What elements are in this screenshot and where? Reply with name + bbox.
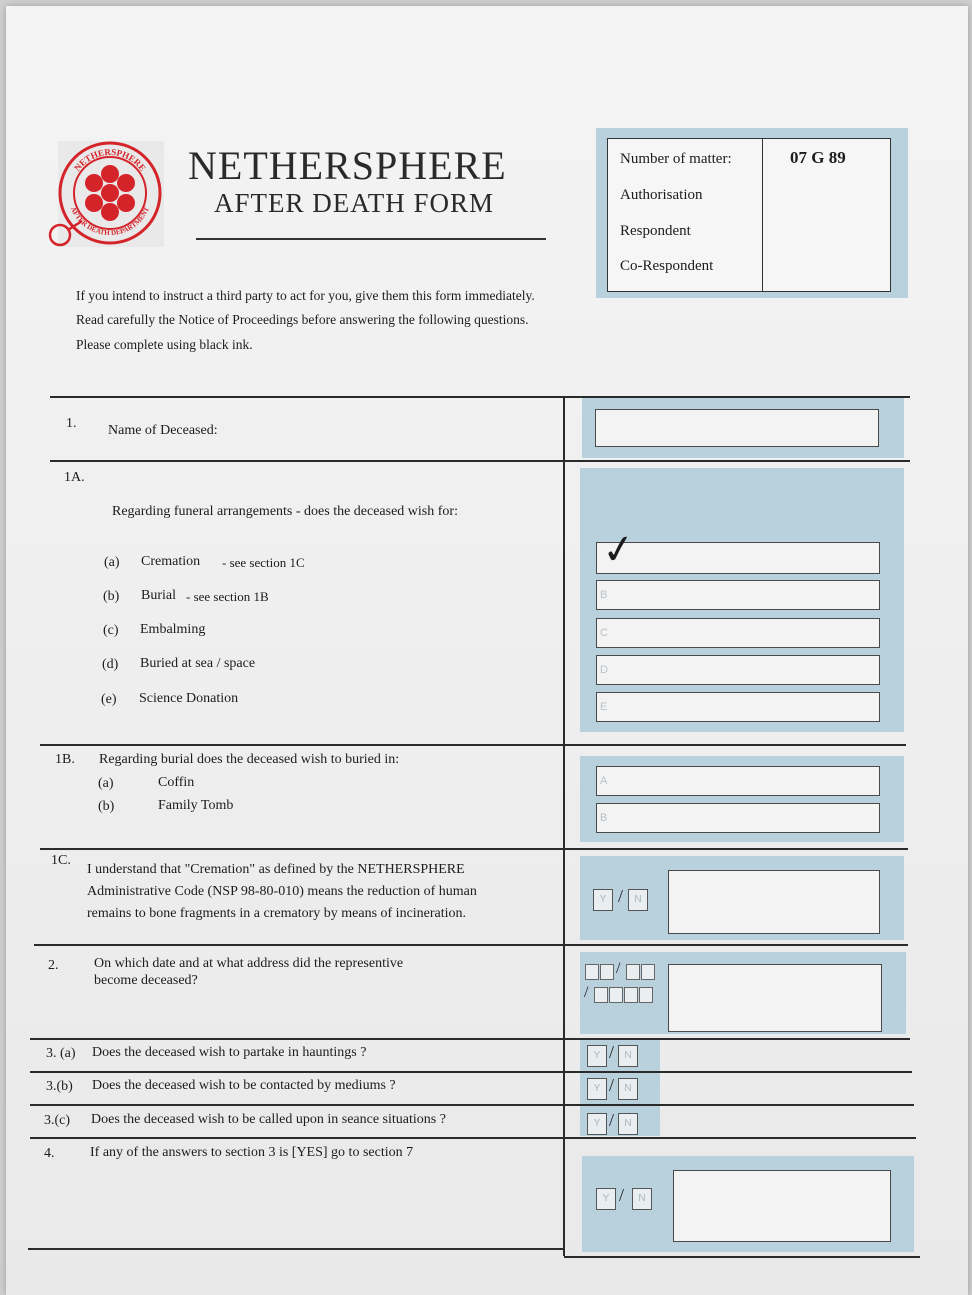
section-divider (30, 1038, 910, 1040)
family-tomb-checkbox-field[interactable]: B (596, 803, 880, 833)
option-coffin-label: Coffin (158, 775, 195, 790)
yes-box[interactable]: Y (587, 1045, 607, 1067)
section-divider (564, 1256, 920, 1258)
option-letter: (b) (103, 589, 120, 604)
date-digit-box[interactable] (641, 964, 655, 980)
option-letter: (e) (101, 692, 117, 707)
option-cremation-label: Cremation (141, 554, 201, 569)
q1-number: 1. (66, 416, 77, 431)
yn-separator: / (609, 1075, 615, 1095)
option-buried-at-sea-label: Buried at sea / space (140, 656, 256, 671)
logo-text-bottom: AFTER DEATH DEPARTMENT (68, 205, 152, 238)
burial-checkbox-field[interactable]: B (596, 580, 880, 610)
option-letter: (b) (98, 799, 115, 814)
no-box[interactable]: N (618, 1113, 638, 1135)
option-letter: (c) (103, 623, 119, 638)
respondent-label: Respondent (620, 223, 691, 239)
section-divider (28, 1248, 564, 1250)
option-letter: (a) (98, 776, 114, 791)
no-box[interactable]: N (632, 1188, 652, 1210)
option-science-donation-label: Science Donation (139, 691, 239, 706)
no-box[interactable]: N (618, 1045, 638, 1067)
q3b-number: 3.(b) (46, 1079, 73, 1094)
co-respondent-label: Co-Respondent (620, 258, 714, 274)
option-family-tomb-label: Family Tomb (158, 798, 234, 813)
coffin-checkbox-field[interactable]: A (596, 766, 880, 796)
instruction-line: If you intend to instruct a third party to act for you, give them this form immediately. (76, 288, 535, 303)
title-underline (196, 238, 546, 240)
q3c-text: Does the deceased wish to be called upon in seance situations ? (91, 1112, 446, 1127)
q1a-text: Regarding funeral arrangements - does the deceased wish for: (112, 504, 458, 519)
q4-answer-field[interactable] (673, 1170, 891, 1242)
section-divider (40, 848, 908, 850)
q4-text: If any of the answers to section 3 is [YES] go to section 7 (90, 1145, 414, 1160)
yes-box[interactable]: Y (587, 1113, 607, 1135)
yn-separator: / (618, 886, 624, 906)
date-separator: / (584, 984, 589, 1001)
date-separator: / (616, 960, 621, 977)
option-letter: (d) (102, 657, 119, 672)
q1b-text: Regarding burial does the deceased wish to buried in: (99, 752, 400, 767)
q1c-line: remains to bone fragments in a crematory by means of incineration. (87, 906, 467, 921)
q1c-signature-field[interactable] (668, 870, 880, 934)
q3a-number: 3. (a) (46, 1046, 76, 1061)
q1b-number: 1B. (55, 752, 75, 767)
instruction-line: Read carefully the Notice of Proceedings before answering the following questions. (76, 312, 529, 327)
number-of-matter-value: 07 G 89 (790, 148, 846, 167)
column-divider (563, 396, 565, 1256)
date-digit-box[interactable] (626, 964, 640, 980)
date-digit-box[interactable] (594, 987, 608, 1003)
section-divider (50, 460, 910, 462)
q1c-line: Administrative Code (NSP 98-80-010) means the reduction of human (87, 884, 477, 899)
yn-separator: / (619, 1185, 625, 1205)
q2-number: 2. (48, 958, 59, 973)
section-divider (30, 1104, 914, 1106)
yn-separator: / (609, 1042, 615, 1062)
q1a-number: 1A. (64, 470, 85, 485)
no-box[interactable]: N (618, 1078, 638, 1100)
q2-line: On which date and at what address did the representive (94, 956, 404, 971)
section-divider (40, 744, 906, 746)
option-letter: (a) (104, 555, 120, 570)
check-mark-icon: ✓ (598, 524, 639, 576)
date-digit-box[interactable] (639, 987, 653, 1003)
section-divider (34, 944, 908, 946)
embalming-checkbox-field[interactable]: C (596, 618, 880, 648)
q3a-text: Does the deceased wish to partake in hauntings ? (92, 1045, 367, 1060)
instruction-line: Please complete using black ink. (76, 337, 253, 352)
logo-text-top: NETHERSPHERE (72, 146, 148, 173)
buried-at-sea-checkbox-field[interactable]: D (596, 655, 880, 685)
cremation-checkbox-field[interactable] (596, 542, 880, 574)
date-digit-box[interactable] (600, 964, 614, 980)
science-donation-checkbox-field[interactable]: E (596, 692, 880, 722)
q1c-line: I understand that "Cremation" as defined by the NETHERSPHERE (87, 862, 465, 877)
q3b-text: Does the deceased wish to be contacted by mediums ? (92, 1078, 396, 1093)
yes-box[interactable]: Y (596, 1188, 616, 1210)
date-digit-box[interactable] (609, 987, 623, 1003)
no-box[interactable]: N (628, 889, 648, 911)
form-title: NETHERSPHERE (188, 143, 507, 188)
form-subtitle: AFTER DEATH FORM (214, 188, 495, 218)
q4-number: 4. (44, 1146, 55, 1161)
q2-line: become deceased? (94, 973, 198, 988)
q1c-number: 1C. (51, 853, 71, 868)
nethersphere-seal-logo (48, 135, 166, 253)
option-note: - see section 1B (186, 589, 269, 604)
yes-box[interactable]: Y (593, 889, 613, 911)
yn-separator: / (609, 1110, 615, 1130)
number-of-matter-label: Number of matter: (620, 151, 732, 167)
deceased-name-field[interactable] (595, 409, 879, 447)
option-embalming-label: Embalming (140, 622, 206, 637)
deceased-address-field[interactable] (668, 964, 882, 1032)
date-digit-box[interactable] (585, 964, 599, 980)
date-digit-box[interactable] (624, 987, 638, 1003)
yes-box[interactable]: Y (587, 1078, 607, 1100)
section-divider (30, 1071, 912, 1073)
q1-text: Name of Deceased: (108, 423, 218, 438)
q3c-number: 3.(c) (44, 1113, 71, 1128)
section-divider (30, 1137, 916, 1139)
option-note: - see section 1C (222, 555, 305, 570)
matter-box-divider (762, 138, 763, 292)
option-burial-label: Burial (141, 588, 176, 603)
authorisation-label: Authorisation (620, 187, 703, 203)
